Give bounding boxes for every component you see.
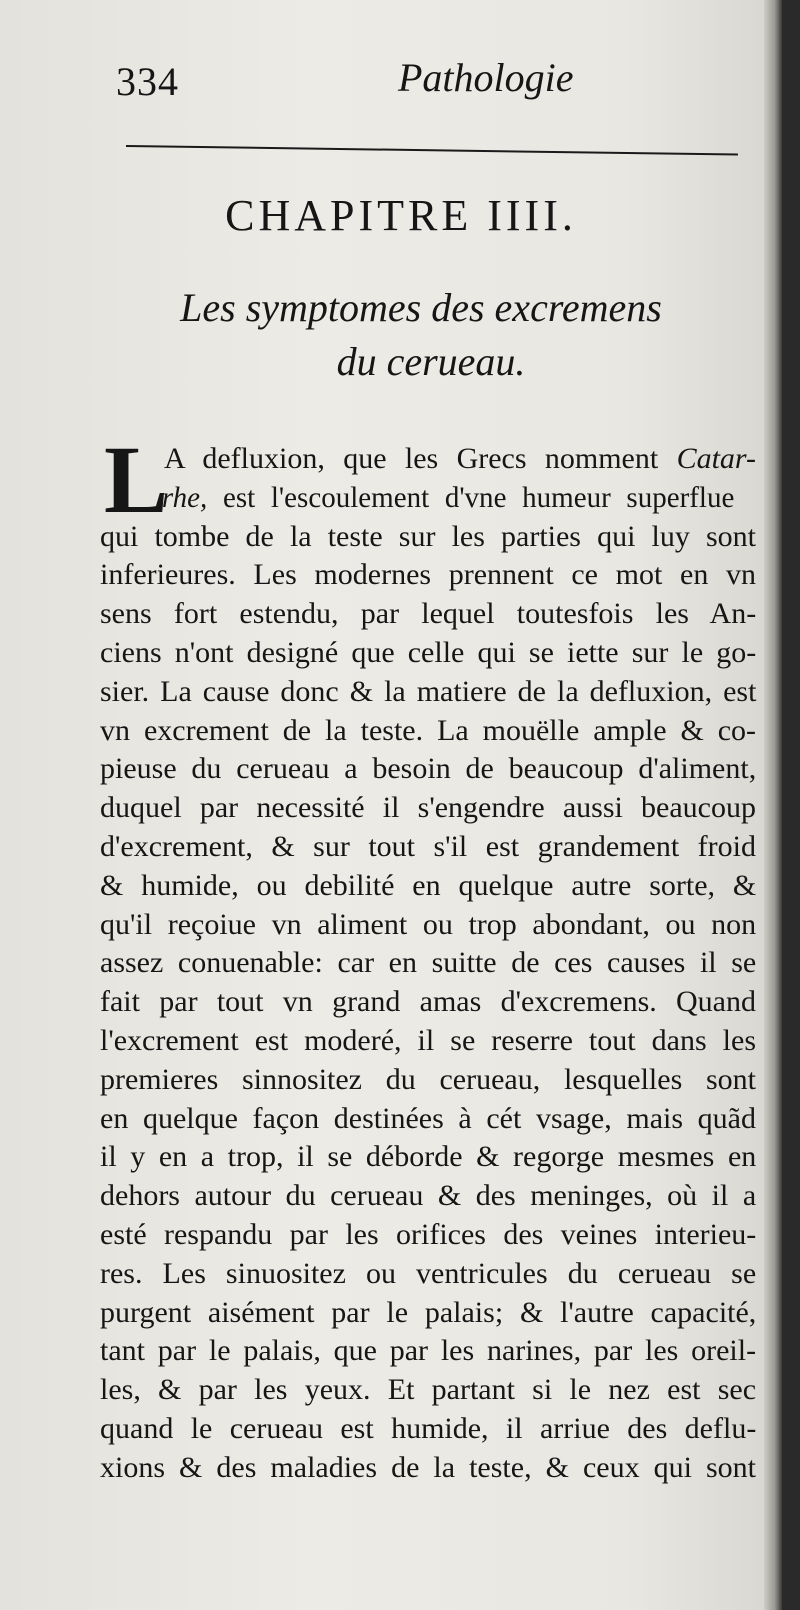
text-line — [100, 1332, 756, 1371]
text-run: qui tombe de la teste sur les parties qui luy sont — [100, 519, 756, 553]
text-line — [100, 867, 756, 906]
text-run: les, & par les yeux. Et partant si le nez est sec — [100, 1373, 757, 1407]
text-line — [100, 712, 756, 751]
text-run: assez conuenable: car en suitte de ces causes il se — [100, 946, 757, 980]
page-edge — [764, 0, 782, 1610]
text-line — [100, 1216, 756, 1255]
text-run: A defluxion, que les Grecs nomment — [164, 442, 677, 475]
text-run: ciens n'ont designé que celle qui se iette sur le go- — [100, 635, 757, 669]
text-run: esté respandu par les orifices des veines interieu- — [100, 1217, 757, 1251]
text-line — [100, 1255, 756, 1294]
text-run: tant par le palais, que par les narines, par les oreil- — [100, 1334, 757, 1368]
text-run: est l'escoulement d'vne humeur superflue — [207, 480, 735, 514]
text-line — [100, 634, 756, 673]
text-line — [100, 906, 756, 945]
drop-cap: L — [104, 426, 169, 533]
chapter-subtitle-line-2: du cerueau. — [336, 339, 526, 384]
text-line — [100, 1022, 756, 1061]
text-line — [100, 944, 756, 983]
text-run: il y en a trop, il se déborde & regorge mesmes en — [100, 1140, 757, 1174]
text-line — [100, 1410, 756, 1449]
text-run: fait par tout vn grand amas d'excremens. Quand — [100, 985, 756, 1019]
text-run: inferieures. Les modernes prennent ce mot en vn — [100, 558, 756, 592]
text-run: sier. La cause donc & la matiere de la defluxion, est — [100, 674, 757, 708]
running-head: Pathologie — [398, 55, 574, 100]
text-run: l'excrement est moderé, il se reserre tout dans les — [100, 1023, 756, 1057]
text-line — [100, 750, 756, 789]
text-run: duquel par necessité il s'engendre aussi beaucoup — [100, 791, 756, 825]
text-line — [100, 789, 756, 828]
text-run: res. Les sinuositez ou ventricules du cerueau se — [100, 1256, 757, 1290]
text-line — [100, 595, 756, 634]
text-line — [100, 1371, 756, 1410]
page-header — [0, 52, 782, 112]
text-line — [100, 556, 756, 595]
text-line — [100, 1061, 756, 1100]
text-run: quand le cerueau est humide, il arriue des deflu- — [100, 1411, 757, 1445]
text-line — [100, 479, 734, 518]
text-line — [100, 1294, 756, 1333]
text-run: qu'il reçoiue vn aliment ou trop abondant, ou non — [100, 907, 757, 941]
text-run: pieuse du cerueau a besoin de beaucoup d'aliment, — [100, 752, 757, 786]
text-line — [100, 1177, 756, 1216]
text-line — [100, 673, 756, 712]
body-text — [100, 426, 757, 1488]
text-line — [100, 1138, 756, 1177]
greek-term: Catar- — [676, 442, 756, 475]
chapter-title: CHAPITRE IIII. — [225, 191, 577, 240]
text-line — [100, 983, 756, 1022]
text-run: en quelque façon destinées à cét vsage, mais quãd — [100, 1101, 756, 1135]
text-line — [100, 440, 756, 479]
text-line — [100, 1449, 756, 1488]
page-number: 334 — [116, 59, 179, 104]
text-run: premieres sinnositez du cerueau, lesquelles sont — [100, 1062, 756, 1096]
text-run: vn excrement de la teste. La mouëlle ample & co- — [100, 713, 757, 747]
text-run: dehors autour du cerueau & des meninges, où il a — [100, 1179, 757, 1213]
text-line — [100, 1100, 756, 1139]
header-rule — [126, 145, 738, 156]
chapter-subtitle-line-1: Les symptomes des excremens — [180, 285, 662, 330]
text-run: purgent aisément par le palais; & l'autre capacité, — [100, 1295, 757, 1329]
text-run: & humide, ou debilité en quelque autre sorte, & — [100, 868, 757, 902]
greek-term: rhe, — [161, 480, 208, 514]
text-run: xions & des maladies de la teste, & ceux qui sont — [100, 1450, 756, 1484]
text-line — [100, 828, 756, 867]
text-line — [100, 518, 756, 557]
text-run: sens fort estendu, par lequel toutesfois les An- — [100, 597, 757, 631]
text-run: d'excrement, & sur tout s'il est grandement froid — [100, 829, 756, 863]
